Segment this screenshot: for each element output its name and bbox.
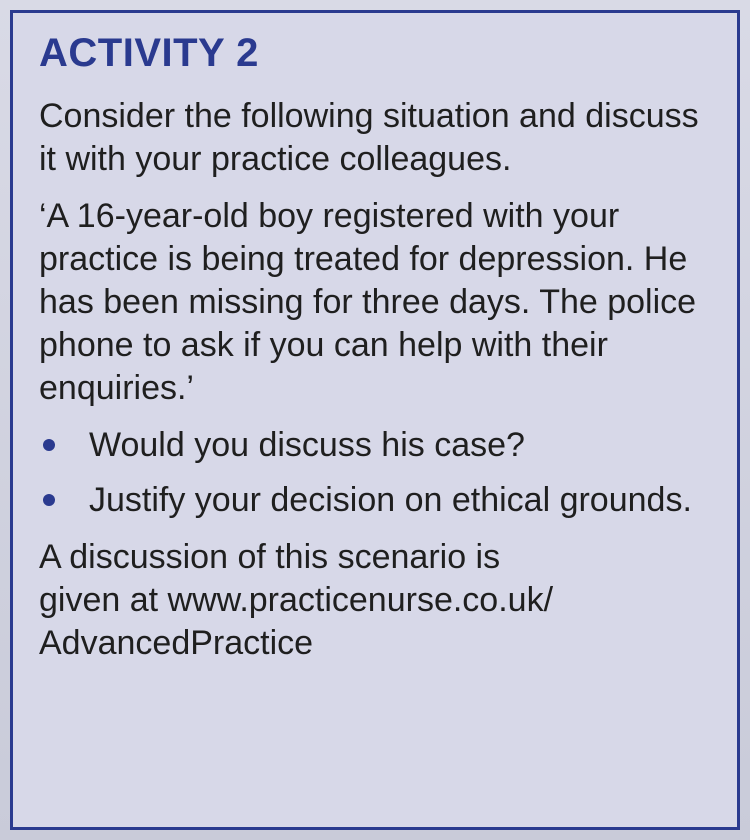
scenario-text: ‘A 16-year-old boy registered with your practice is being treated for depression. He has been missing for three days. The police phone to ask if you can help with their enquiries.’ [39,197,697,407]
intro-text: Consider the following situation and discuss it with your practice colleagues. [39,97,699,178]
list-item [39,424,711,467]
footer-line-1: A discussion of this scenario is [39,538,501,576]
bullet-icon [43,439,55,451]
footer-text [39,536,711,665]
bullet-icon [43,494,55,506]
activity-box [10,10,740,830]
footer-line-2: given at www.practicenurse.co.uk/ [39,581,554,619]
activity-title: ACTIVITY 2 [39,31,259,75]
question-text: Would you discuss his case? [89,426,525,464]
question-text: Justify your decision on ethical grounds. [89,481,692,519]
question-list [39,424,711,522]
footer-line-3: AdvancedPractice [39,624,314,662]
list-item [39,479,711,522]
